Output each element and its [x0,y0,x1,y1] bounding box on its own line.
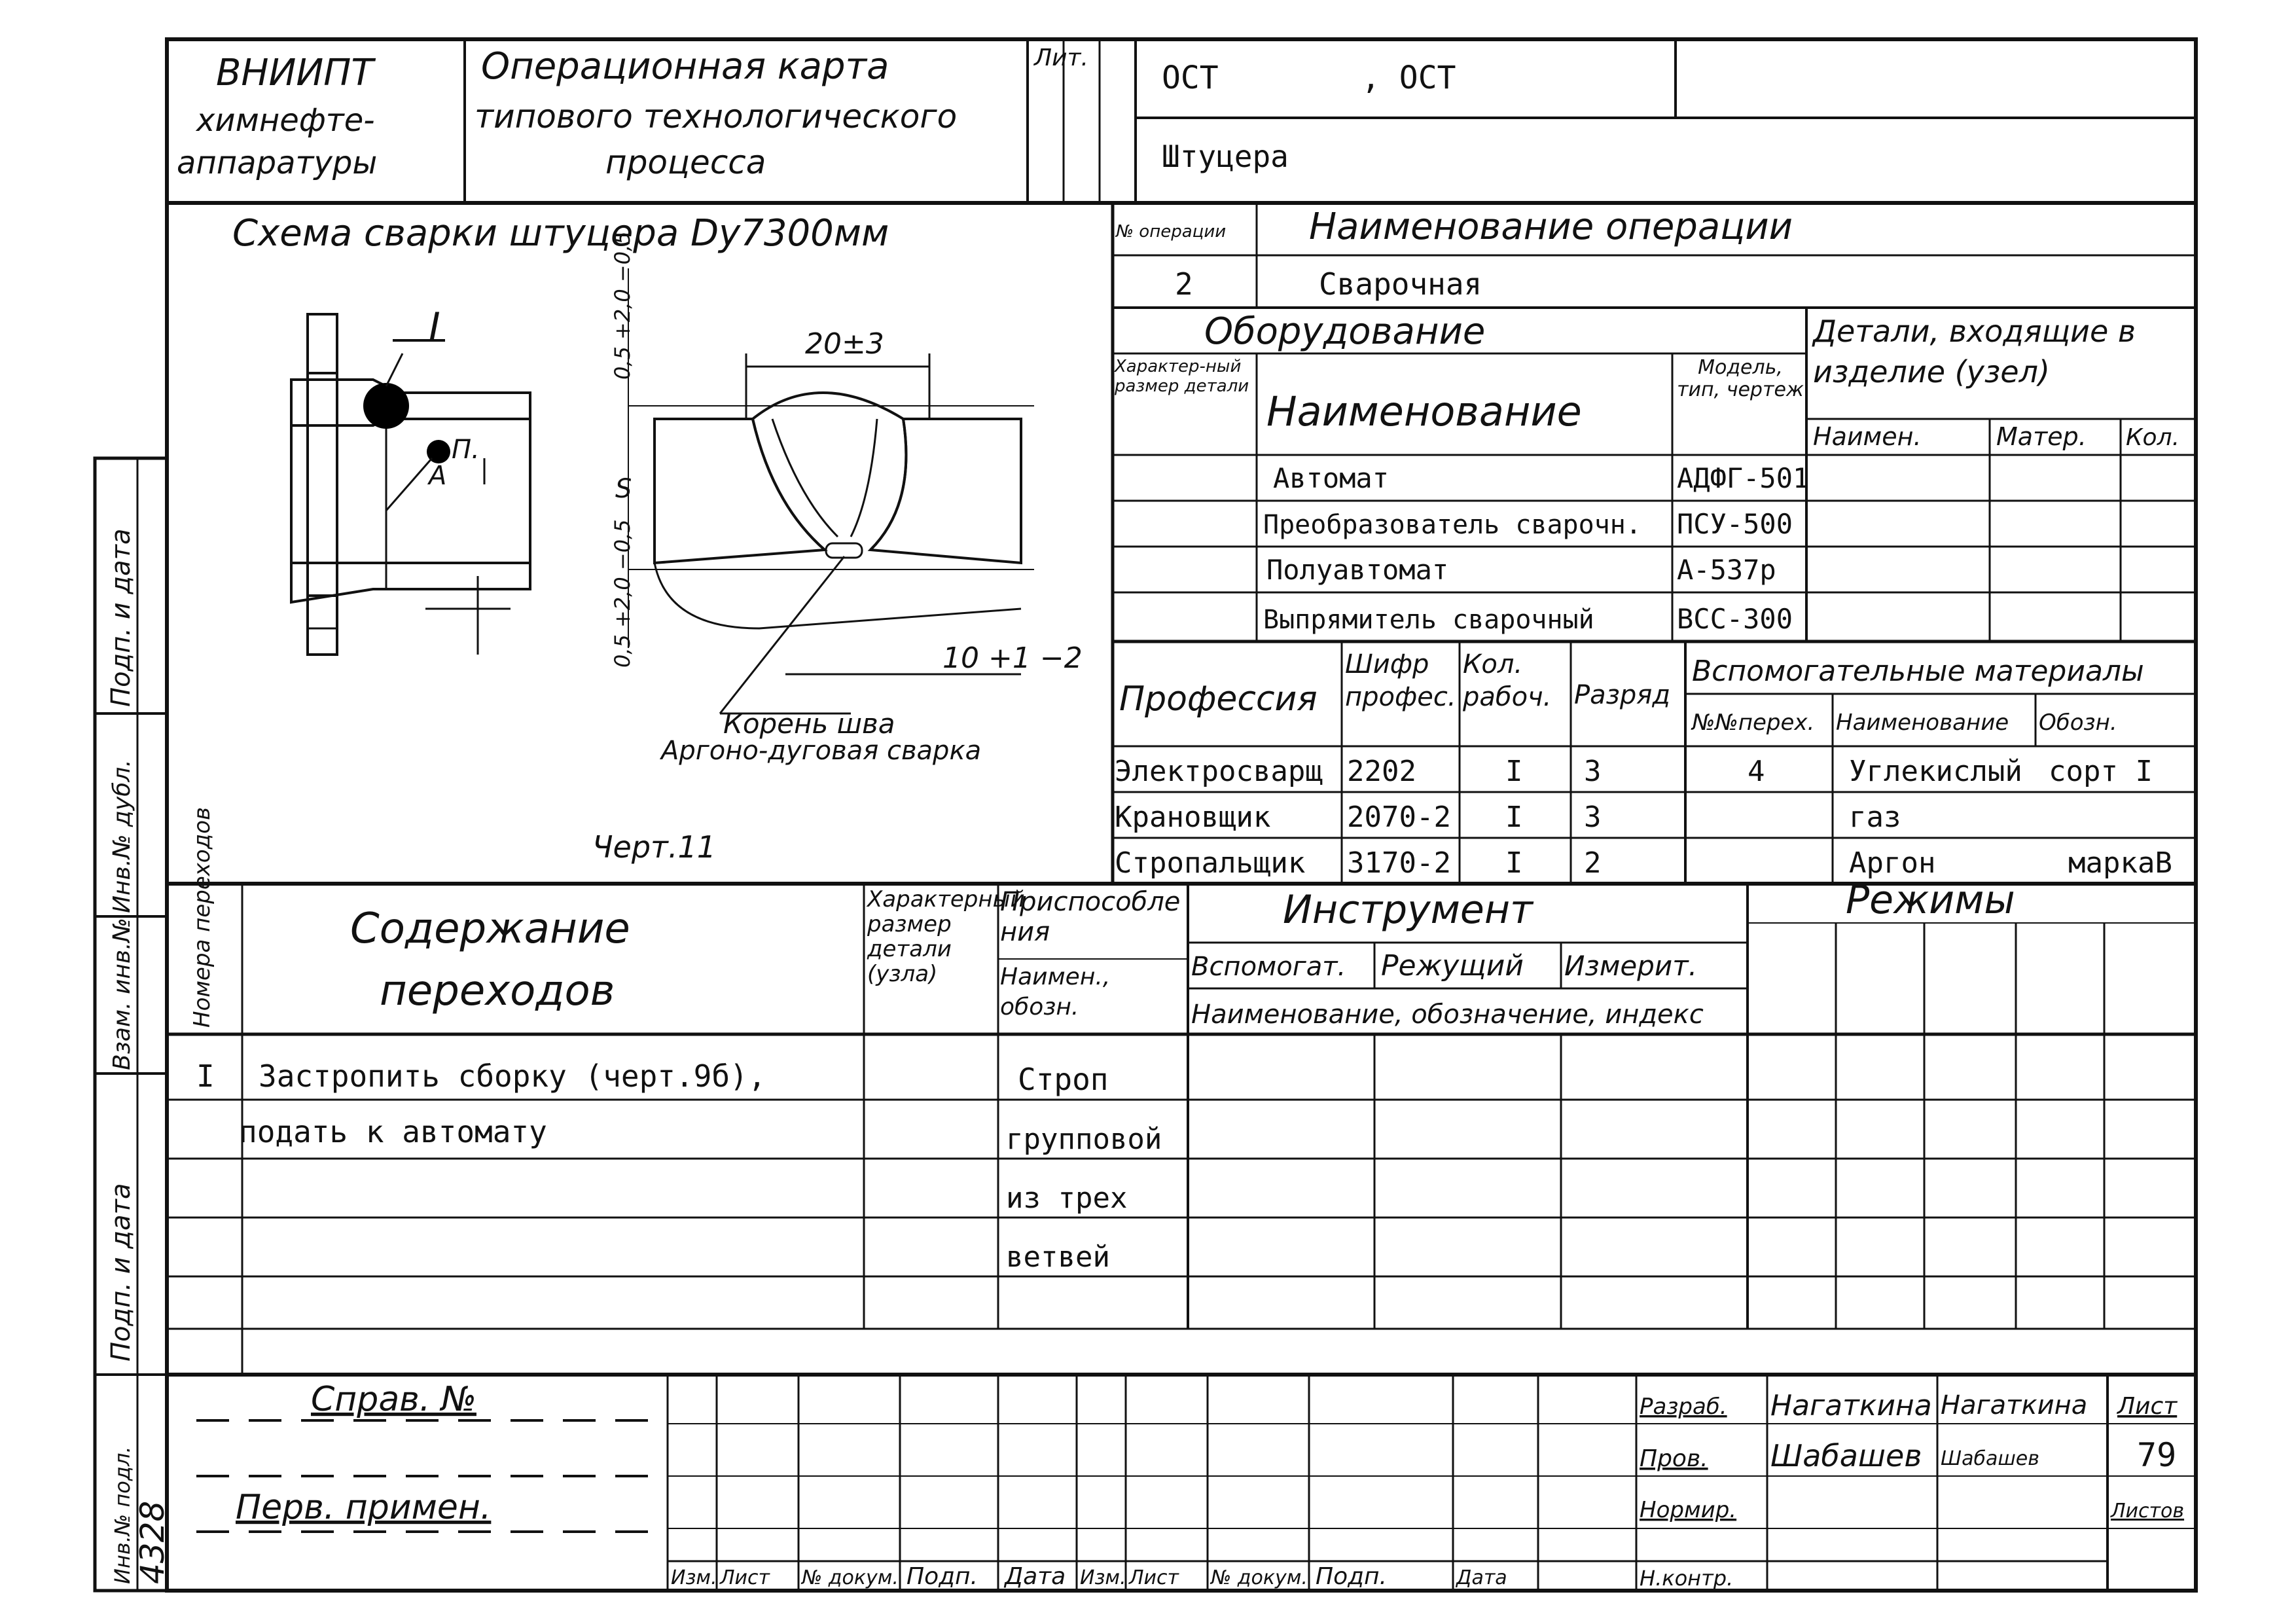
worker-profession: Электросварщ [1115,755,1323,788]
ost-number-2: , ОСТ [1361,60,1456,96]
workers-block [1115,648,1670,880]
equipment-row [1263,603,1793,635]
equipment-model: А-537р [1677,554,1776,586]
equipment-row [1266,554,1776,586]
strip-dup-inv: Инв.№ дубл. [109,759,135,913]
aux-row [1849,846,2172,880]
equipment-name: Автомат [1273,462,1390,494]
aux-row [1849,801,1901,834]
equipment-model: ВСС-300 [1677,603,1793,635]
parts-name-header: Наимен. [1813,422,1922,451]
detail-mark-i: I [429,304,440,350]
dim-tolerance-top: 0,5 +2,0 −0,5 [610,231,635,380]
first-use: Перв. примен. [236,1488,492,1527]
worker-code: 3170-2 [1347,846,1451,880]
table-row [1006,1182,1127,1215]
equipment-name: Выпрямитель сварочный [1263,605,1594,635]
col-sheet: Лист [1129,1566,1179,1589]
part-name: Штуцера [1162,139,1289,174]
drawing-number: Черт.11 [592,829,716,865]
col-change: Изм. [671,1566,717,1589]
fixtures-subheader: Наимен., обозн. [1000,964,1111,1020]
col-date: Дата [1456,1566,1507,1589]
card-title-line3: процесса [605,143,766,181]
detail-mark-a: А [429,461,447,491]
role-developed: Разраб. [1640,1394,1727,1420]
step-content: подать к автомату [239,1114,547,1149]
role-checked: Пров. [1640,1445,1708,1472]
col-doc-number: № докум. [1211,1566,1308,1589]
step-fixture: из трех [1006,1182,1128,1215]
equipment-char-size-header: Характер-ный размер детали [1115,357,1249,396]
aux-row [1748,755,2153,788]
strip-sign-date-2: Подп. и дата [106,1183,136,1362]
aux-designation-header: Обозн. [2039,710,2117,736]
step-content-header: Содержание [350,905,630,953]
worker-row [1115,846,1602,880]
aux-step-header: №№перех. [1692,710,1815,736]
aux-step: 4 [1748,755,1765,788]
parts-block [1813,311,2193,451]
step-content: Застропить сборку (черт.9б), [259,1058,766,1094]
equipment-title: Оборудование [1204,310,1486,353]
worker-profession: Крановщик [1115,801,1271,834]
operation-name-header: Наименование операции [1309,206,1793,248]
step-number: I [196,1058,215,1094]
step-number-header: Номера переходов [189,806,215,1028]
worker-grade: 3 [1584,755,1602,788]
profession-code-header: Шифр профес. [1345,649,1456,712]
steps-header [189,807,2015,1033]
tools-aux-header: Вспомогат. [1191,952,1346,982]
ost-number-1: ОСТ [1162,60,1219,96]
equipment-model: ПСУ-500 [1677,508,1793,540]
strip-original-inv: Инв.№ подл. [110,1446,135,1584]
strip-replace-inv: Взам. инв.№ [109,918,135,1070]
parts-material-header: Матер. [1996,422,2087,451]
aux-name: Аргон [1849,846,1936,880]
tools-measuring-header: Измерит. [1564,950,1698,982]
developer-signature: Нагаткина [1941,1390,2088,1420]
tools-cutting-header: Режущий [1381,949,1524,983]
fixtures-header: Приспособления [1000,887,1181,947]
equipment-model-header: Модель, тип, чертеж [1677,356,1804,401]
aux-materials-title: Вспомогательные материалы [1692,655,2144,688]
col-signature: Подп. [906,1563,978,1590]
equipment-block [1115,310,1809,635]
col-sheet: Лист [720,1566,770,1589]
sheet-label: Лист [2117,1393,2178,1420]
col-doc-number: № докум. [802,1566,899,1589]
operation-name: Сварочная [1319,266,1482,302]
table-row [239,1114,1162,1156]
modes-header: Режимы [1846,877,2015,923]
col-signature: Подп. [1316,1563,1387,1590]
step-char-size-header: Характерный размер детали (узла) [867,886,1025,987]
equipment-row [1273,462,1809,494]
grade-header: Разряд [1574,680,1671,710]
col-date: Дата [1005,1563,1066,1590]
table-row [1006,1240,1110,1274]
operation-number-header: № операции [1116,222,1227,242]
fitting-drawing [291,314,530,655]
card-title: Операционная карта [481,45,889,88]
worker-count: I [1505,755,1523,788]
worker-grade: 3 [1584,801,1602,834]
checker-signature: Шабашев [1941,1447,2039,1470]
dim-tolerance-bottom: 0,5 +2,0 −0,5 [610,519,635,668]
root-label: Корень шва [723,708,895,740]
worker-count: I [1505,846,1523,880]
parts-qty-header: Кол. [2126,424,2180,451]
aux-name: Углекислый [1849,755,2022,788]
revision-column-labels [671,1563,1507,1590]
aux-designation: сорт I [2049,755,2153,788]
reference-number: Справ. № [311,1380,476,1419]
tools-header: Инструмент [1283,887,1534,933]
sheet-number: 79 [2137,1436,2177,1474]
step-fixture: Строп [1018,1062,1109,1097]
equipment-name-header: Наименование [1266,388,1582,435]
sheets-total-label: Листов [2111,1500,2185,1523]
welding-method: Аргоно-дуговая сварка [661,736,982,766]
worker-grade: 2 [1584,846,1602,880]
org-name-line2: химнефте- [196,102,375,139]
worker-row [1115,755,1602,788]
dim-width: 20±3 [805,327,884,361]
equipment-name: Преобразователь сварочн. [1263,510,1641,540]
org-name: ВНИИПТ [216,52,374,94]
operation-block [1115,206,1793,302]
developer-name: Нагаткина [1770,1389,1932,1422]
aux-materials-block [1691,655,2172,880]
role-norm-control: Нормир. [1640,1497,1737,1523]
steps-rows [196,1058,1162,1274]
worker-count-header: Кол. рабоч. [1463,649,1552,712]
aux-designation: маркаВ [2068,846,2172,880]
equipment-model: АДФГ-501 [1677,462,1810,494]
step-content-header-line2: переходов [380,967,615,1015]
dim-thickness: S [615,474,632,504]
worker-row [1115,801,1602,834]
welding-sketch [232,212,1083,865]
equipment-row [1263,508,1793,540]
worker-code: 2070-2 [1347,801,1451,834]
aux-name: газ [1849,801,1901,834]
sketch-title: Схема сварки штуцера Dу7300мм [232,212,889,255]
org-name-line3: аппаратуры [177,145,378,181]
step-fixture: ветвей [1006,1240,1110,1274]
role-final-control: Н.контр. [1640,1566,1734,1591]
profession-header: Профессия [1119,679,1318,719]
operation-number: 2 [1175,266,1193,302]
aux-name-header: Наименование [1836,710,2009,736]
worker-count: I [1505,801,1523,834]
worker-profession: Стропальщик [1115,846,1306,880]
step-fixture: групповой [1006,1123,1162,1156]
header [177,45,1456,181]
lit-label: Лит. [1034,45,1088,71]
tools-subheader: Наименование, обозначение, индекс [1191,1000,1704,1030]
detail-mark-p: П. [452,435,480,465]
table-row [196,1058,1108,1097]
strip-sign-date-1: Подп. и дата [106,528,136,707]
title-block [236,1380,2184,1591]
inventory-number: 4328 [134,1500,171,1584]
worker-code: 2202 [1347,755,1416,788]
checker-name: Шабашев [1770,1438,1922,1473]
parts-title: Детали, входящие в изделие (узел) [1813,314,2136,389]
card-title-line2: типового технологического [475,98,958,135]
col-change: Изм. [1080,1566,1126,1589]
dim-root-gap: 10 +1 −2 [942,641,1083,675]
left-strip [106,529,171,1584]
equipment-name: Полуавтомат [1266,554,1449,586]
